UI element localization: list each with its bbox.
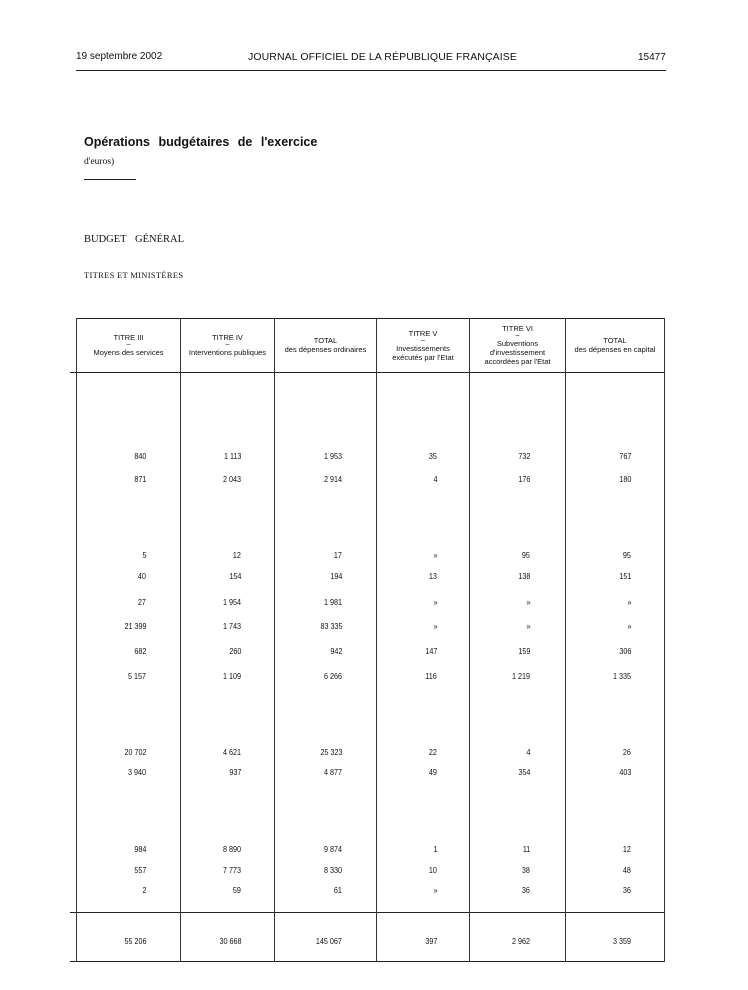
table-cell: 12 xyxy=(232,551,241,560)
table-cell: 1 219 xyxy=(511,672,530,681)
table-cell: 1 743 xyxy=(222,622,241,631)
table-cell: 1 953 xyxy=(323,452,342,461)
column-header-line: TOTAL xyxy=(313,336,338,345)
table-cell: 1 335 xyxy=(612,672,631,681)
table-cell: 180 xyxy=(618,475,631,484)
table-column-rule xyxy=(76,318,77,962)
table-cell: 871 xyxy=(133,475,146,484)
table-cell: 682 xyxy=(133,647,146,656)
column-header-line: – xyxy=(225,341,230,348)
column-header-line: Investissements xyxy=(396,343,450,353)
table-cell: 95 xyxy=(622,551,631,560)
table-cell: 151 xyxy=(618,572,631,581)
table-total-cell: 397 xyxy=(424,937,437,946)
table-cell: 20 702 xyxy=(123,748,146,757)
table-cell: 40 xyxy=(137,572,146,581)
subsection-heading: TITRES ET MINISTÈRES xyxy=(84,270,184,280)
column-header-line: exécutés par l'Etat xyxy=(392,352,454,362)
table-cell: 13 xyxy=(428,572,437,581)
table-cell: 3 940 xyxy=(127,768,146,777)
table-cell: 116 xyxy=(425,672,437,681)
document-title: Opérations budgétaires de l'exercice xyxy=(84,135,318,149)
table-cell: 11 xyxy=(522,845,530,854)
column-header-line: TITRE III xyxy=(113,333,144,342)
table-cell: 17 xyxy=(333,551,342,560)
table-cell: 138 xyxy=(517,572,530,581)
table-cell: 35 xyxy=(428,452,437,461)
table-cell: 194 xyxy=(329,572,342,581)
table-cell: 1 954 xyxy=(222,598,241,607)
table-cell: 260 xyxy=(228,647,241,656)
table-cell: 159 xyxy=(517,647,530,656)
table-cell: 38 xyxy=(521,866,530,875)
table-cell: 147 xyxy=(424,647,437,656)
column-header-line: TITRE V xyxy=(408,328,438,338)
table-cell: 557 xyxy=(133,866,146,875)
table-cell: 4 621 xyxy=(222,748,241,757)
column-header-line: TITRE IV xyxy=(212,333,243,342)
table-cell: 6 266 xyxy=(323,672,342,681)
page-number: 15477 xyxy=(638,52,666,63)
table-cell: » xyxy=(525,598,530,607)
table-cell: 176 xyxy=(517,475,530,484)
table-cell: » xyxy=(626,598,631,607)
table-column-rule xyxy=(180,318,181,962)
table-cell: 26 xyxy=(622,748,631,757)
column-header xyxy=(470,318,565,372)
table-cell: 2 914 xyxy=(323,475,342,484)
table-cell: 83 335 xyxy=(319,622,342,631)
column-header-line: – xyxy=(126,341,131,348)
table-total-cell: 55 206 xyxy=(123,937,146,946)
table-cell: 49 xyxy=(428,768,437,777)
table-cell: 10 xyxy=(428,866,437,875)
table-cell: 36 xyxy=(521,886,530,895)
table-cell: 732 xyxy=(517,452,530,461)
document-subtitle: d'euros) xyxy=(84,157,115,167)
table-cell: » xyxy=(432,886,437,895)
table-cell: 4 xyxy=(525,748,530,757)
table-cell: 25 323 xyxy=(319,748,342,757)
table-cell: 22 xyxy=(428,748,437,757)
table-cell: 354 xyxy=(517,768,530,777)
table-total-rule xyxy=(70,912,665,913)
column-header-line: TITRE VI xyxy=(502,324,533,333)
table-cell: » xyxy=(432,551,437,560)
table-cell: 937 xyxy=(228,768,241,777)
table-column-rule xyxy=(664,318,665,962)
table-cell: 8 330 xyxy=(323,866,342,875)
column-header-line: TOTAL xyxy=(603,336,627,345)
table-cell: » xyxy=(525,622,530,631)
column-header-line: d'investissement xyxy=(489,348,546,357)
table-column-rule xyxy=(565,318,566,962)
table-cell: 1 981 xyxy=(323,598,342,607)
table-cell: 12 xyxy=(622,845,631,854)
table-cell: » xyxy=(626,622,631,631)
table-cell: » xyxy=(432,622,437,631)
column-header-line: Moyens des services xyxy=(93,348,164,357)
table-column-rule xyxy=(376,318,377,962)
table-cell: » xyxy=(432,598,437,607)
table-cell: 21 399 xyxy=(123,622,146,631)
column-header-line: – xyxy=(421,336,425,344)
table-cell: 984 xyxy=(133,845,146,854)
table-cell: 8 890 xyxy=(222,845,241,854)
table-bottom-rule xyxy=(70,961,665,962)
table-cell: 767 xyxy=(618,452,631,461)
table-cell: 306 xyxy=(618,647,631,656)
table-cell: 154 xyxy=(228,572,241,581)
table-cell: 840 xyxy=(133,452,146,461)
column-header-line: Interventions publiques xyxy=(188,348,267,357)
table-cell: 36 xyxy=(622,886,631,895)
table-cell: 59 xyxy=(232,886,241,895)
table-cell: 1 xyxy=(432,845,437,854)
table-total-cell: 145 067 xyxy=(315,937,342,946)
column-header-line: accordées par l'Etat xyxy=(484,357,551,366)
column-header xyxy=(77,318,180,372)
column-header-line: – xyxy=(515,332,520,339)
table-cell: 5 xyxy=(141,551,146,560)
table-cell: 61 xyxy=(333,886,342,895)
column-header xyxy=(377,318,469,372)
header-date: 19 septembre 2002 xyxy=(76,51,163,62)
column-header-line: des dépenses ordinaires xyxy=(284,345,367,354)
table-column-rule xyxy=(469,318,470,962)
column-header-line: Subventions xyxy=(496,339,539,348)
column-header xyxy=(566,318,664,372)
section-heading: BUDGET GÉNÉRAL xyxy=(84,234,185,245)
column-header xyxy=(181,318,274,372)
table-cell: 4 877 xyxy=(323,768,342,777)
table-cell: 4 xyxy=(432,475,437,484)
table-cell: 48 xyxy=(622,866,631,875)
table-total-cell: 30 668 xyxy=(218,937,241,946)
column-header-line: des dépenses en capital xyxy=(574,345,656,354)
table-cell: 95 xyxy=(521,551,530,560)
table-column-rule xyxy=(274,318,275,962)
column-header xyxy=(275,318,376,372)
table-cell: 5 157 xyxy=(127,672,146,681)
table-cell: 2 xyxy=(141,886,146,895)
table-cell: 1 113 xyxy=(223,452,241,461)
table-cell: 1 109 xyxy=(222,672,241,681)
title-rule xyxy=(84,179,136,180)
table-cell: 9 874 xyxy=(323,845,342,854)
journal-title: JOURNAL OFFICIEL DE LA RÉPUBLIQUE FRANÇAISE xyxy=(248,51,517,63)
table-total-cell: 2 962 xyxy=(511,937,530,946)
table-cell: 942 xyxy=(329,647,342,656)
table-cell: 403 xyxy=(618,768,631,777)
table-total-cell: 3 359 xyxy=(612,937,631,946)
table-cell: 27 xyxy=(137,598,146,607)
table-cell: 2 043 xyxy=(222,475,241,484)
table-header-rule xyxy=(70,372,665,373)
header-rule xyxy=(76,70,666,71)
table-cell: 7 773 xyxy=(222,866,241,875)
